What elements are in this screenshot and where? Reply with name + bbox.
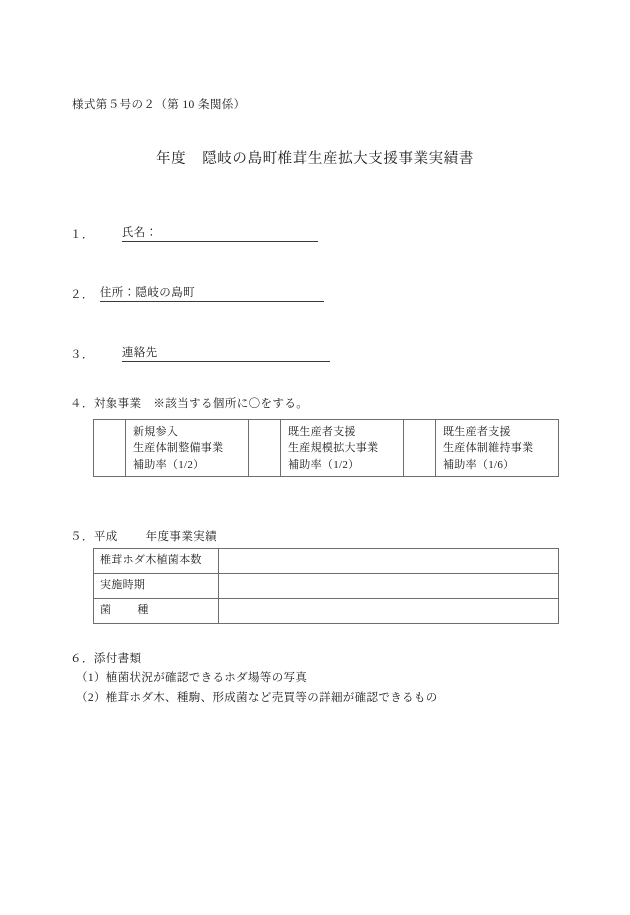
option-line-3-2: 生産体制維持事業 bbox=[443, 442, 534, 455]
option-line-3-1: 既生産者支援 bbox=[443, 426, 511, 438]
page-title bbox=[0, 147, 630, 168]
option-line-2-2: 生産規模拡大事業 bbox=[288, 442, 379, 455]
field-number-2: ２． bbox=[70, 289, 94, 301]
section-heading-attachments bbox=[70, 650, 141, 666]
address-field-underline[interactable] bbox=[100, 284, 324, 302]
option-line-2-1: 既生産者支援 bbox=[288, 426, 356, 438]
form-number: 様式第５号の２（第 10 条関係） bbox=[72, 99, 246, 111]
list-item: （2）椎茸ホダ木、種駒、形成菌など売買等の詳細が確認できるもの bbox=[76, 692, 438, 705]
perf-value-period[interactable] bbox=[219, 574, 559, 599]
section-title-6: 添付書類 bbox=[93, 653, 142, 665]
option-cell-3 bbox=[436, 420, 559, 477]
perf-key-strain bbox=[94, 599, 219, 624]
option-checkbox-cell-3[interactable] bbox=[404, 420, 436, 477]
option-cell-2 bbox=[281, 420, 404, 477]
field-number-1: １． bbox=[70, 229, 94, 241]
option-checkbox-cell-2[interactable] bbox=[249, 420, 281, 477]
field-row-name bbox=[70, 224, 318, 242]
perf-key-strain-prefix: 菌 bbox=[100, 604, 112, 616]
performance-table bbox=[93, 548, 559, 624]
table-row bbox=[94, 574, 559, 599]
name-field-underline[interactable] bbox=[122, 224, 318, 242]
attachment-list bbox=[70, 668, 438, 709]
perf-key-period: 実施時期 bbox=[94, 574, 219, 599]
section-number-6: ６． bbox=[70, 653, 94, 665]
section-number-5: ５． bbox=[70, 531, 94, 543]
title-text: 隠岐の島町椎茸生産拡大支援事業実績書 bbox=[202, 151, 474, 167]
table-row bbox=[94, 599, 559, 624]
option-line-1-2: 生産体制整備事業 bbox=[133, 442, 224, 455]
field-number-3: ３． bbox=[70, 349, 94, 361]
table-row bbox=[94, 420, 559, 477]
perf-value-strain[interactable] bbox=[219, 599, 559, 624]
field-row-address bbox=[70, 284, 324, 302]
section-title-4: 対象事業 bbox=[93, 398, 142, 410]
option-line-3-3: 補助率（1/6） bbox=[443, 458, 515, 471]
section-note-4: ※該当する個所に〇をする。 bbox=[153, 398, 309, 410]
section-heading-target-business bbox=[70, 395, 308, 411]
field-row-contact bbox=[70, 344, 330, 362]
option-line-1-1: 新規参入 bbox=[133, 426, 179, 438]
contact-field-label: 連絡先 bbox=[121, 347, 158, 359]
option-checkbox-cell-1[interactable] bbox=[94, 420, 126, 477]
perf-key-inoculated-logs: 椎茸ホダ木植菌本数 bbox=[94, 549, 219, 574]
option-line-2-3: 補助率（1/2） bbox=[288, 458, 360, 471]
section-title-5: 年度事業実績 bbox=[145, 531, 218, 543]
table-row bbox=[94, 549, 559, 574]
contact-field-underline[interactable] bbox=[122, 344, 330, 362]
option-line-1-3: 補助率（1/2） bbox=[133, 458, 205, 471]
section-heading-performance bbox=[70, 528, 217, 544]
section-number-4: ４． bbox=[70, 398, 94, 410]
perf-key-strain-suffix: 種 bbox=[137, 604, 149, 616]
name-field-label: 氏名： bbox=[121, 227, 158, 239]
perf-value-inoculated-logs[interactable] bbox=[219, 549, 559, 574]
option-cell-1 bbox=[126, 420, 249, 477]
title-year-slot: 年度 bbox=[155, 151, 187, 167]
era-label: 平成 bbox=[93, 531, 118, 543]
list-item: （1）植菌状況が確認できるホダ場等の写真 bbox=[76, 672, 308, 684]
target-business-table bbox=[93, 419, 559, 477]
address-field-label: 住所：隠岐の島町 bbox=[99, 287, 196, 299]
